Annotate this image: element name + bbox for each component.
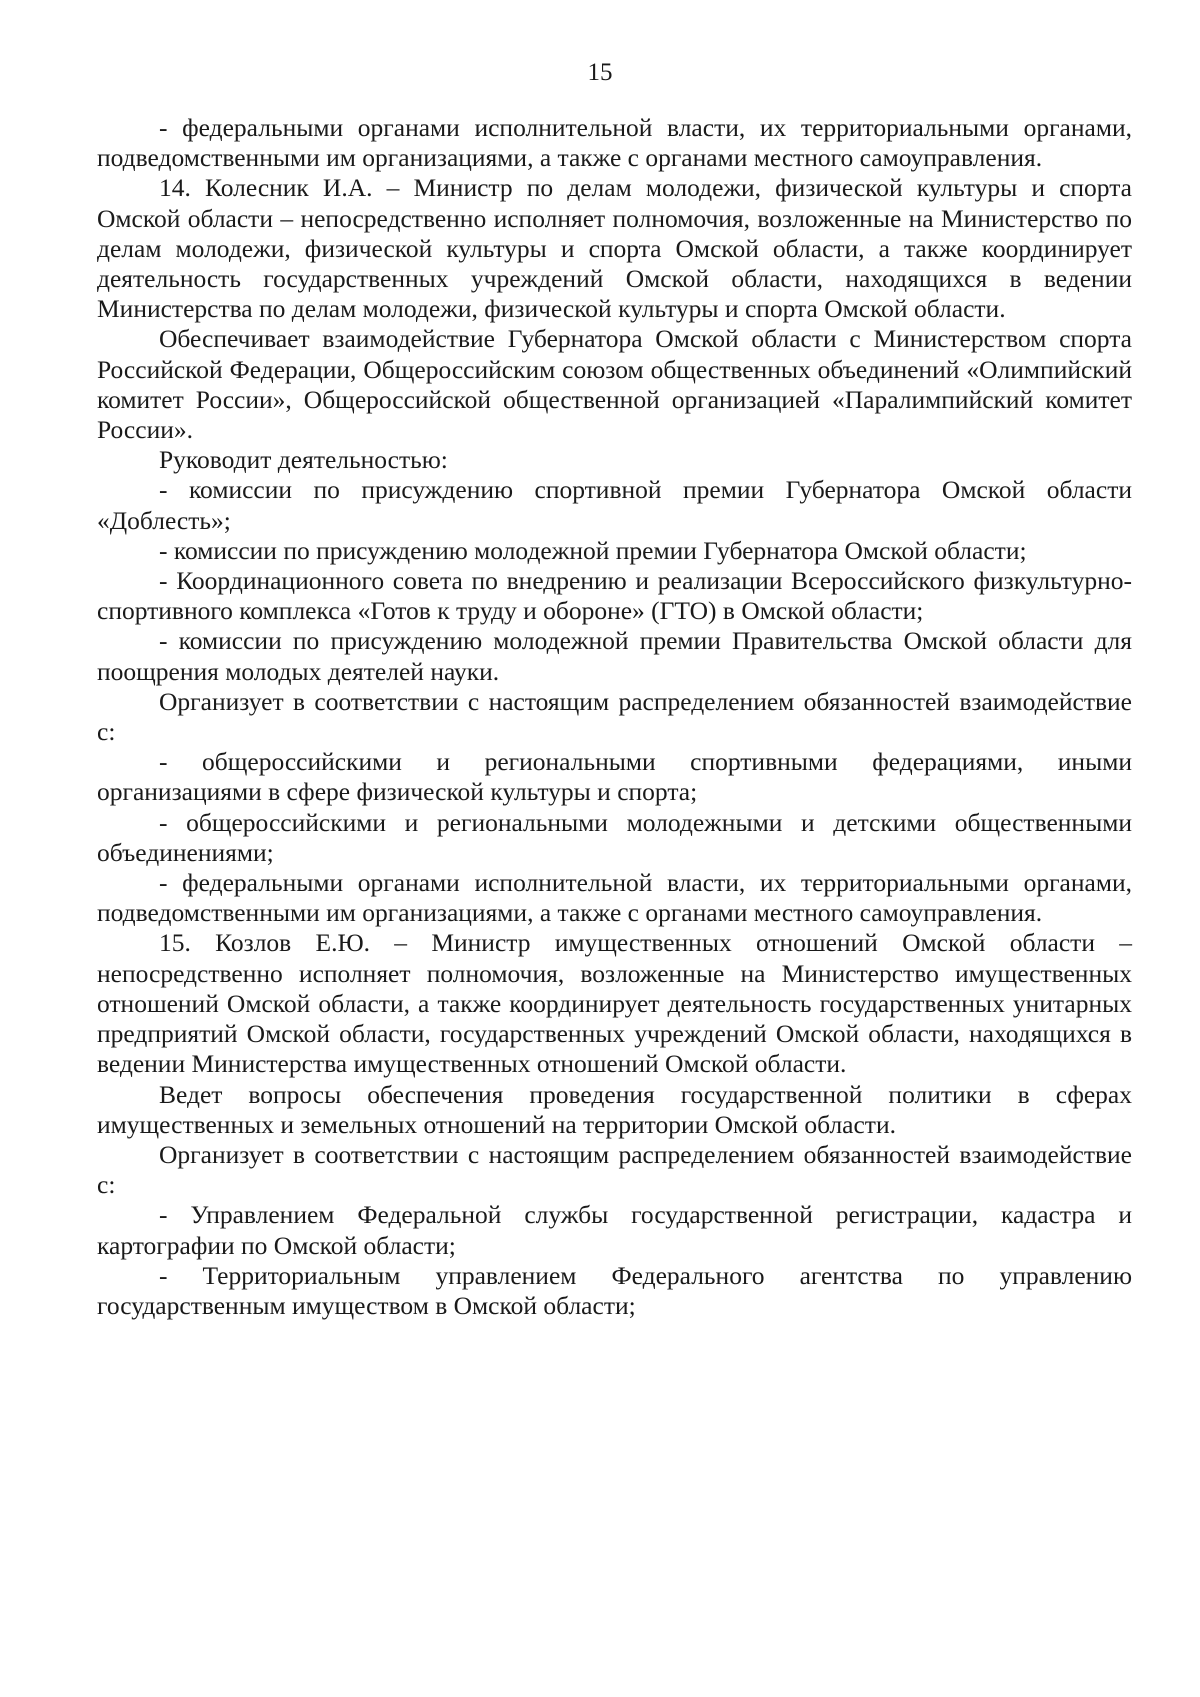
paragraph: Обеспечивает взаимодействие Губернатора Омской области с Министерством спорта Российской Федерации, Общероссийским союзом общественных объединений «Олимпийский комитет России», Общероссийской общественной организацией «Паралимпийский комитет России». [97, 324, 1132, 445]
paragraph: - федеральными органами исполнительной власти, их территориальными органами, подведомственными им организациями, а также с органами местного самоуправления. [97, 868, 1132, 928]
paragraph: 14. Колесник И.А. – Министр по делам молодежи, физической культуры и спорта Омской области – непосредственно исполняет полномочия, возложенные на Министерство по делам молодежи, физической культуры и спорта Омской области, а также координирует деятельность государственных учреждений Омской области, находящихся в ведении Министерства по делам молодежи, физической культуры и спорта Омской области. [97, 173, 1132, 324]
paragraph: Организует в соответствии с настоящим распределением обязанностей взаимодействие с: [97, 686, 1132, 747]
paragraph: - общероссийскими и региональными молодежными и детскими общественными объединениями; [97, 807, 1132, 867]
paragraph: - комиссии по присуждению молодежной премии Правительства Омской области для поощрения молодых деятелей науки. [97, 626, 1132, 686]
paragraph: - Территориальным управлением Федерального агентства по управлению государственным имуществом в Омской области; [97, 1260, 1132, 1320]
paragraph: - Управлением Федеральной службы государственной регистрации, кадастра и картографии по Омской области; [97, 1200, 1132, 1260]
paragraph: - комиссии по присуждению молодежной премии Губернатора Омской области; [159, 535, 1027, 565]
paragraph: Ведет вопросы обеспечения проведения государственной политики в сферах имущественных и земельных отношений на территории Омской области. [97, 1079, 1132, 1139]
paragraph: Организует в соответствии с настоящим распределением обязанностей взаимодействие с: [97, 1139, 1132, 1200]
paragraph: - комиссии по присуждению спортивной премии Губернатора Омской области «Доблесть»; [97, 475, 1132, 535]
paragraph: - федеральными органами исполнительной власти, их территориальными органами, подведомственными им организациями, а также с органами местного самоуправления. [97, 113, 1132, 173]
paragraph: - Координационного совета по внедрению и реализации Всероссийского физкультурно-спортивного комплекса «Готов к труду и обороне» (ГТО) в Омской области; [97, 566, 1132, 626]
document-body [97, 113, 1132, 1321]
paragraph: 15. Козлов Е.Ю. – Министр имущественных отношений Омской области – непосредственно исполняет полномочия, возложенные на Министерство имущественных отношений Омской области, а также координирует деятельность государственных унитарных предприятий Омской области, государственных учреждений Омской области, находящихся в ведении Министерства имущественных отношений Омской области. [97, 928, 1132, 1079]
paragraph: - общероссийскими и региональными спортивными федерациями, иными организациями в сфере физической культуры и спорта; [97, 747, 1132, 807]
paragraph: Руководит деятельностью: [159, 445, 448, 475]
page-number: 15 [587, 59, 613, 86]
